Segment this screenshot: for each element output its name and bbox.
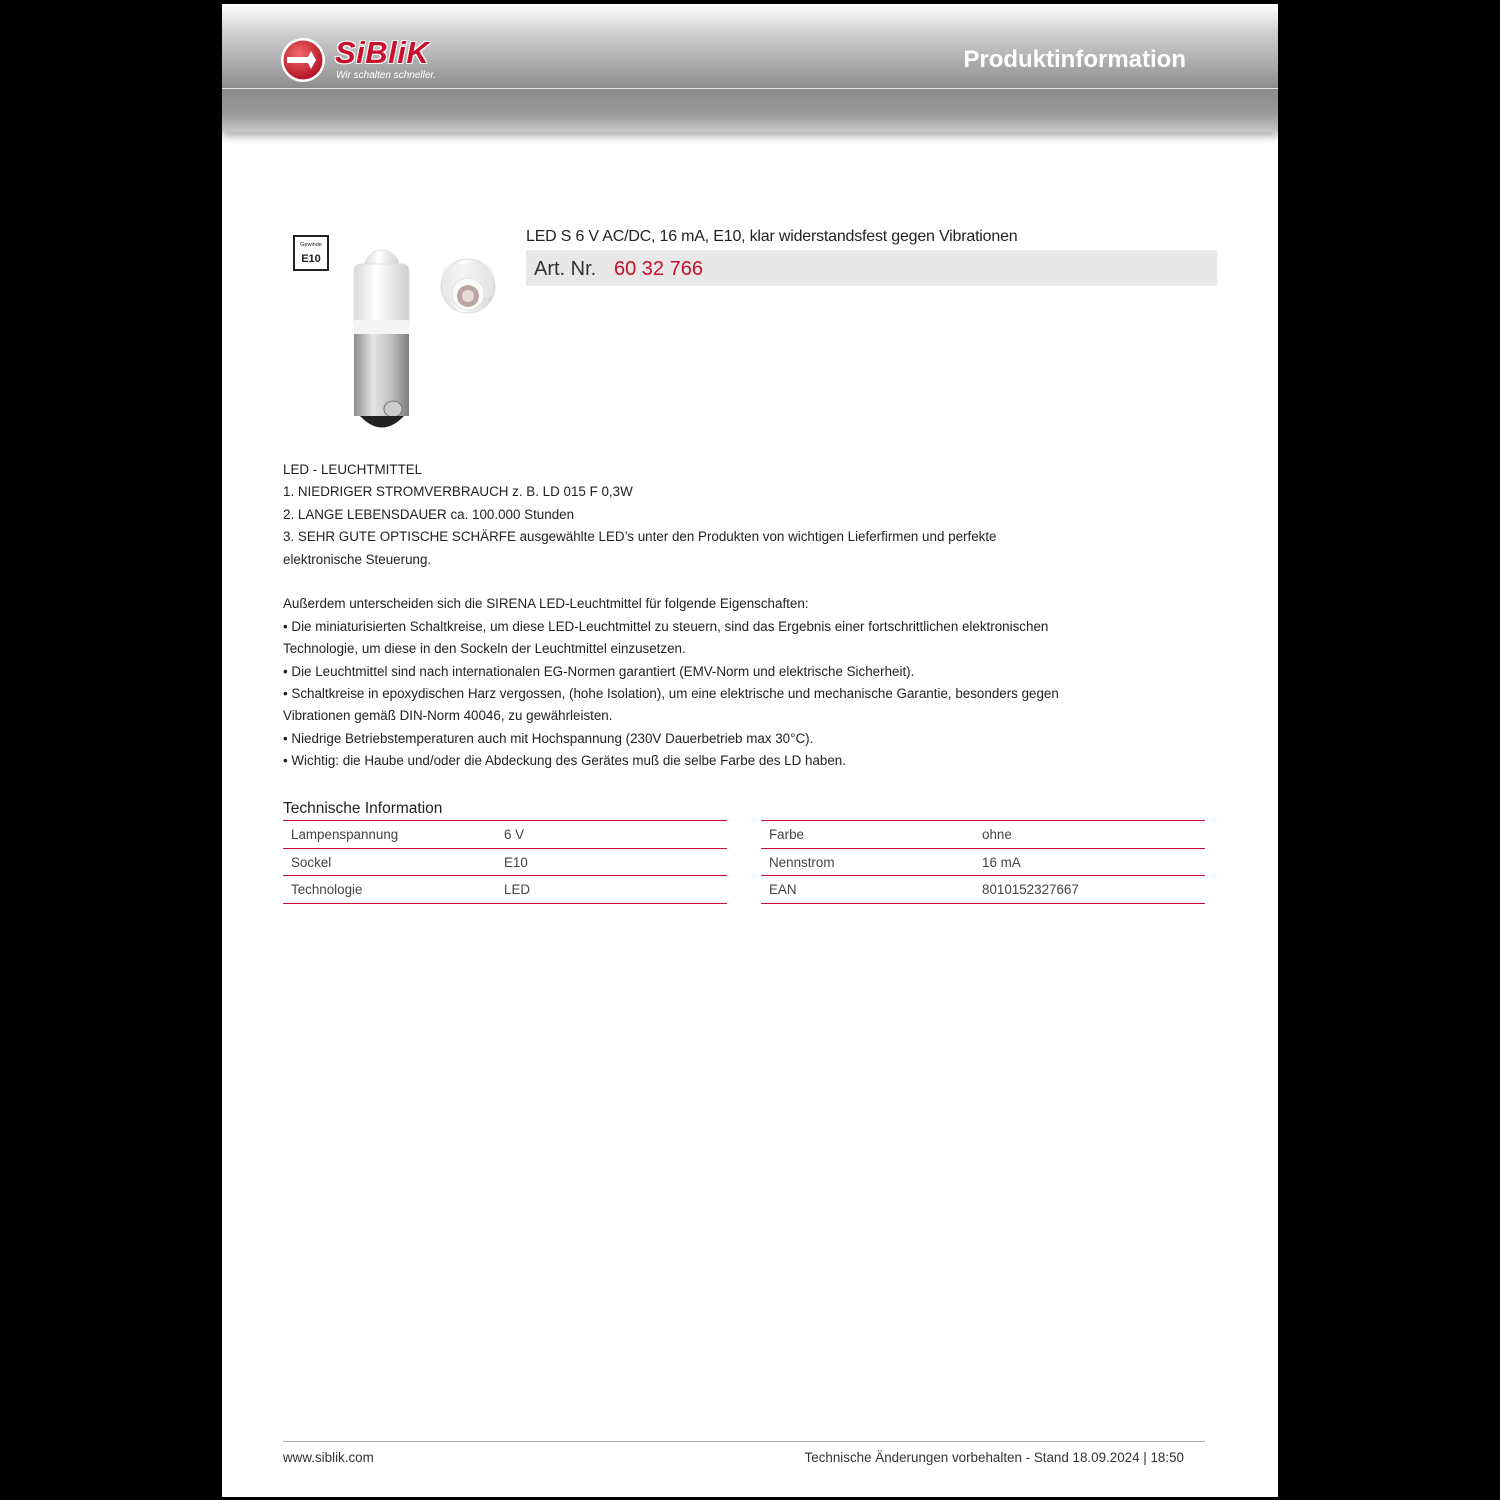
description-line: Vibrationen gemäß DIN-Norm 40046, zu gewährleisten. (283, 708, 613, 724)
description-line: • Wichtig: die Haube und/oder die Abdeckung des Gerätes muß die selbe Farbe des LD haben. (283, 753, 846, 769)
spec-row (283, 848, 727, 876)
footer-note: Technische Änderungen vorbehalten - Stand 18.09.2024 | 18:50 (804, 1450, 1184, 1465)
spec-value: E10 (504, 854, 528, 870)
footer-website-link[interactable]: www.siblik.com (283, 1450, 374, 1465)
spec-row (761, 848, 1205, 876)
spec-key: Farbe (769, 827, 804, 842)
description-line: LED - LEUCHTMITTEL (283, 462, 423, 477)
e10-badge-icon (294, 236, 328, 270)
tech-info-heading: Technische Information (283, 800, 443, 817)
spec-key: Technologie (291, 882, 363, 897)
spec-key: EAN (769, 882, 797, 897)
product-image (292, 234, 502, 444)
spec-table-right (761, 820, 1205, 904)
product-description (283, 459, 1113, 773)
spec-row (283, 820, 727, 848)
spec-table-left (283, 820, 727, 904)
description-line: 3. SEHR GUTE OPTISCHE SCHÄRFE ausgewählte LED’s unter den Produkten von wichtigen Lieferfirmen und perfekte (283, 529, 997, 545)
spec-row (283, 875, 727, 904)
spec-value: 6 V (504, 827, 525, 842)
header-divider (222, 88, 1278, 89)
spec-row (761, 820, 1205, 848)
article-number-label: Art. Nr. (534, 258, 597, 280)
spec-value: 8010152327667 (982, 882, 1079, 897)
description-line: • Schaltkreise in epoxydischen Harz vergossen, (hohe Isolation), um eine elektrische und mechanische Garantie, besonders gegen (283, 686, 1059, 702)
description-line: elektronische Steuerung. (283, 551, 432, 567)
article-number-value: 60 32 766 (614, 258, 703, 280)
description-line: • Niedrige Betriebstemperaturen auch mit Hochspannung (230V Dauerbetrieb max 30°C). (283, 730, 814, 746)
logo-disc-icon (280, 37, 326, 83)
page-header (222, 4, 1278, 88)
spec-key: Nennstrom (769, 854, 835, 870)
header-band (222, 88, 1278, 132)
document-page (222, 4, 1278, 1497)
spec-value: LED (504, 882, 531, 897)
logo-wordmark: SiBliK (335, 35, 430, 70)
description-line: • Die Leuchtmittel sind nach internationalen EG-Normen garantiert (EMV-Norm und elektrische Sicherheit). (283, 663, 915, 679)
description-line: Außerdem unterscheiden sich die SIRENA LED-Leuchtmittel für folgende Eigenschaften: (283, 596, 809, 612)
footer-divider (283, 1441, 1205, 1442)
spec-value: ohne (982, 827, 1012, 842)
product-title: LED S 6 V AC/DC, 16 mA, E10, klar widerstandsfest gegen Vibrationen (526, 228, 1018, 245)
description-line: Technologie, um diese in den Sockeln der Leuchtmittel einzusetzen. (283, 641, 686, 657)
description-line: 1. NIEDRIGER STROMVERBRAUCH z. B. LD 015 F 0,3W (283, 484, 633, 500)
spec-key: Sockel (291, 854, 332, 870)
logo-slogan: Wir schalten schneller. (336, 70, 437, 81)
description-line: • Die miniaturisierten Schaltkreise, um diese LED-Leuchtmittel zu steuern, sind das Ergebnis einer fortschrittlichen elektronischen (283, 618, 1049, 634)
page-title: Produktinformation (963, 46, 1186, 73)
spec-row (761, 875, 1205, 904)
description-line: 2. LANGE LEBENSDAUER ca. 100.000 Stunden (283, 506, 575, 522)
spec-key: Lampenspannung (291, 827, 399, 842)
led-bulb-top-view (441, 259, 495, 313)
badge-top-text: Gewinde (300, 242, 322, 248)
spec-value: 16 mA (982, 854, 1021, 870)
badge-main-text: E10 (301, 253, 321, 265)
article-number-bar (526, 250, 1217, 286)
led-bulb-side-view (354, 250, 409, 428)
siblik-logo (280, 37, 480, 89)
